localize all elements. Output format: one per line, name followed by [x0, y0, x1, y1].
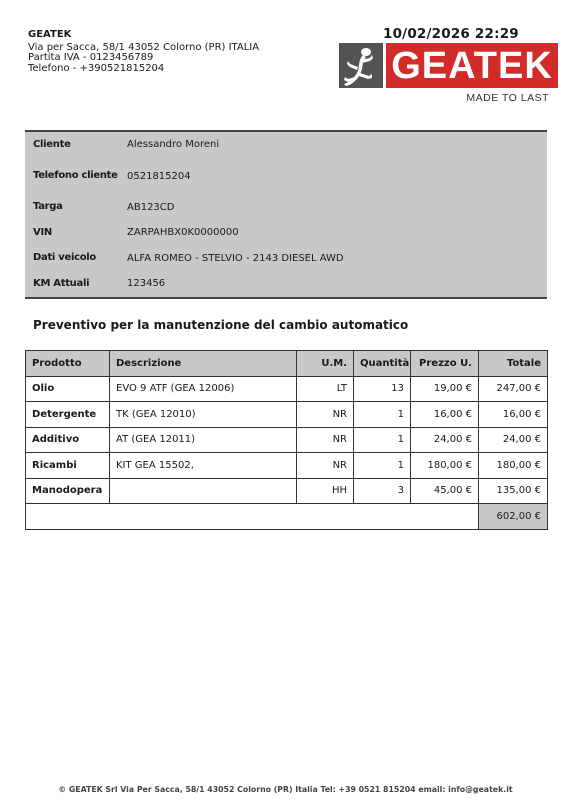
customer-value: Alessandro Moreni: [127, 139, 220, 151]
customer-label: KM Attuali: [33, 277, 90, 289]
quote-title: Preventivo per la manutenzione del cambio automatico: [33, 318, 409, 332]
customer-row: [25, 246, 547, 272]
grand-total-row: [26, 504, 548, 530]
customer-label: VIN: [33, 226, 52, 238]
logo-wordmark: GEATEK: [391, 45, 553, 87]
company-address: Via per Sacca, 58/1 43052 Colorno (PR) ITALIA: [28, 41, 260, 53]
logo-tagline: MADE TO LAST: [466, 92, 549, 104]
customer-row: [25, 131, 547, 158]
customer-value: ALFA ROMEO - STELVIO - 2143 DIESEL AWD: [127, 252, 344, 264]
company-name: GEATEK: [28, 29, 72, 40]
column-header: Totale: [479, 351, 548, 377]
customer-info-table: [25, 130, 547, 299]
cell-description: KIT GEA 15502,: [110, 453, 297, 479]
cell-unit: NR: [297, 402, 354, 428]
geatek-logo: [339, 43, 559, 103]
customer-label: Dati veicolo: [33, 252, 96, 264]
page-footer: © GEATEK Srl Via Per Sacca, 58/1 43052 Colorno (PR) Italia Tel: +39 0521 815204 email: info@geatek.it: [58, 785, 513, 794]
cell-quantity: 13: [354, 376, 411, 402]
column-header: Descrizione: [110, 351, 297, 377]
cell-total: 180,00 €: [479, 453, 548, 479]
cell-product: Olio: [26, 376, 110, 402]
cell-total: 135,00 €: [479, 478, 548, 504]
customer-row: [25, 158, 547, 195]
cell-quantity: 1: [354, 453, 411, 479]
quote-items-table: [25, 350, 548, 530]
customer-label: Targa: [33, 201, 63, 213]
document-datetime: 10/02/2026 22:29: [383, 26, 519, 42]
cell-unit: LT: [297, 376, 354, 402]
customer-value: 123456: [127, 278, 166, 290]
cell-unit: NR: [297, 427, 354, 453]
table-row: [26, 376, 548, 402]
cell-unit: HH: [297, 478, 354, 504]
cell-quantity: 1: [354, 427, 411, 453]
cell-unit-price: 45,00 €: [411, 478, 479, 504]
cell-quantity: 3: [354, 478, 411, 504]
table-header-row: [26, 351, 548, 377]
gecko-icon: [339, 43, 383, 88]
customer-row: [25, 195, 547, 221]
cell-description: TK (GEA 12010): [110, 402, 297, 428]
cell-unit-price: 16,00 €: [411, 402, 479, 428]
cell-product: Detergente: [26, 402, 110, 428]
cell-quantity: 1: [354, 402, 411, 428]
customer-label: Cliente: [33, 138, 71, 150]
customer-label: Telefono cliente: [33, 170, 118, 181]
cell-total: 24,00 €: [479, 427, 548, 453]
customer-value: AB123CD: [127, 201, 175, 213]
column-header: Prezzo U.: [411, 351, 479, 377]
table-row: [26, 478, 548, 504]
cell-description: EVO 9 ATF (GEA 12006): [110, 376, 297, 402]
cell-product: Manodopera: [26, 478, 110, 504]
table-row: [26, 402, 548, 428]
table-row: [26, 427, 548, 453]
cell-total: 16,00 €: [479, 402, 548, 428]
column-header: U.M.: [297, 351, 354, 377]
column-header: Prodotto: [26, 351, 110, 377]
cell-unit-price: 19,00 €: [411, 376, 479, 402]
customer-value: 0521815204: [127, 170, 191, 182]
company-info: [28, 30, 259, 74]
customer-value: ZARPAHBX0K0000000: [127, 227, 239, 239]
customer-row: [25, 220, 547, 246]
cell-description: [110, 478, 297, 504]
cell-unit-price: 180,00 €: [411, 453, 479, 479]
cell-product: Additivo: [26, 427, 110, 453]
cell-product: Ricambi: [26, 453, 110, 479]
table-row: [26, 453, 548, 479]
company-vat: Partita IVA - 0123456789: [28, 52, 154, 63]
customer-row: [25, 271, 547, 298]
cell-description: AT (GEA 12011): [110, 427, 297, 453]
column-header: Quantità: [354, 351, 411, 377]
grand-total: 602,00 €: [479, 504, 548, 530]
company-phone: Telefono - +390521815204: [28, 62, 165, 74]
cell-unit-price: 24,00 €: [411, 427, 479, 453]
cell-unit: NR: [297, 453, 354, 479]
grand-total-spacer: [26, 504, 479, 530]
cell-total: 247,00 €: [479, 376, 548, 402]
